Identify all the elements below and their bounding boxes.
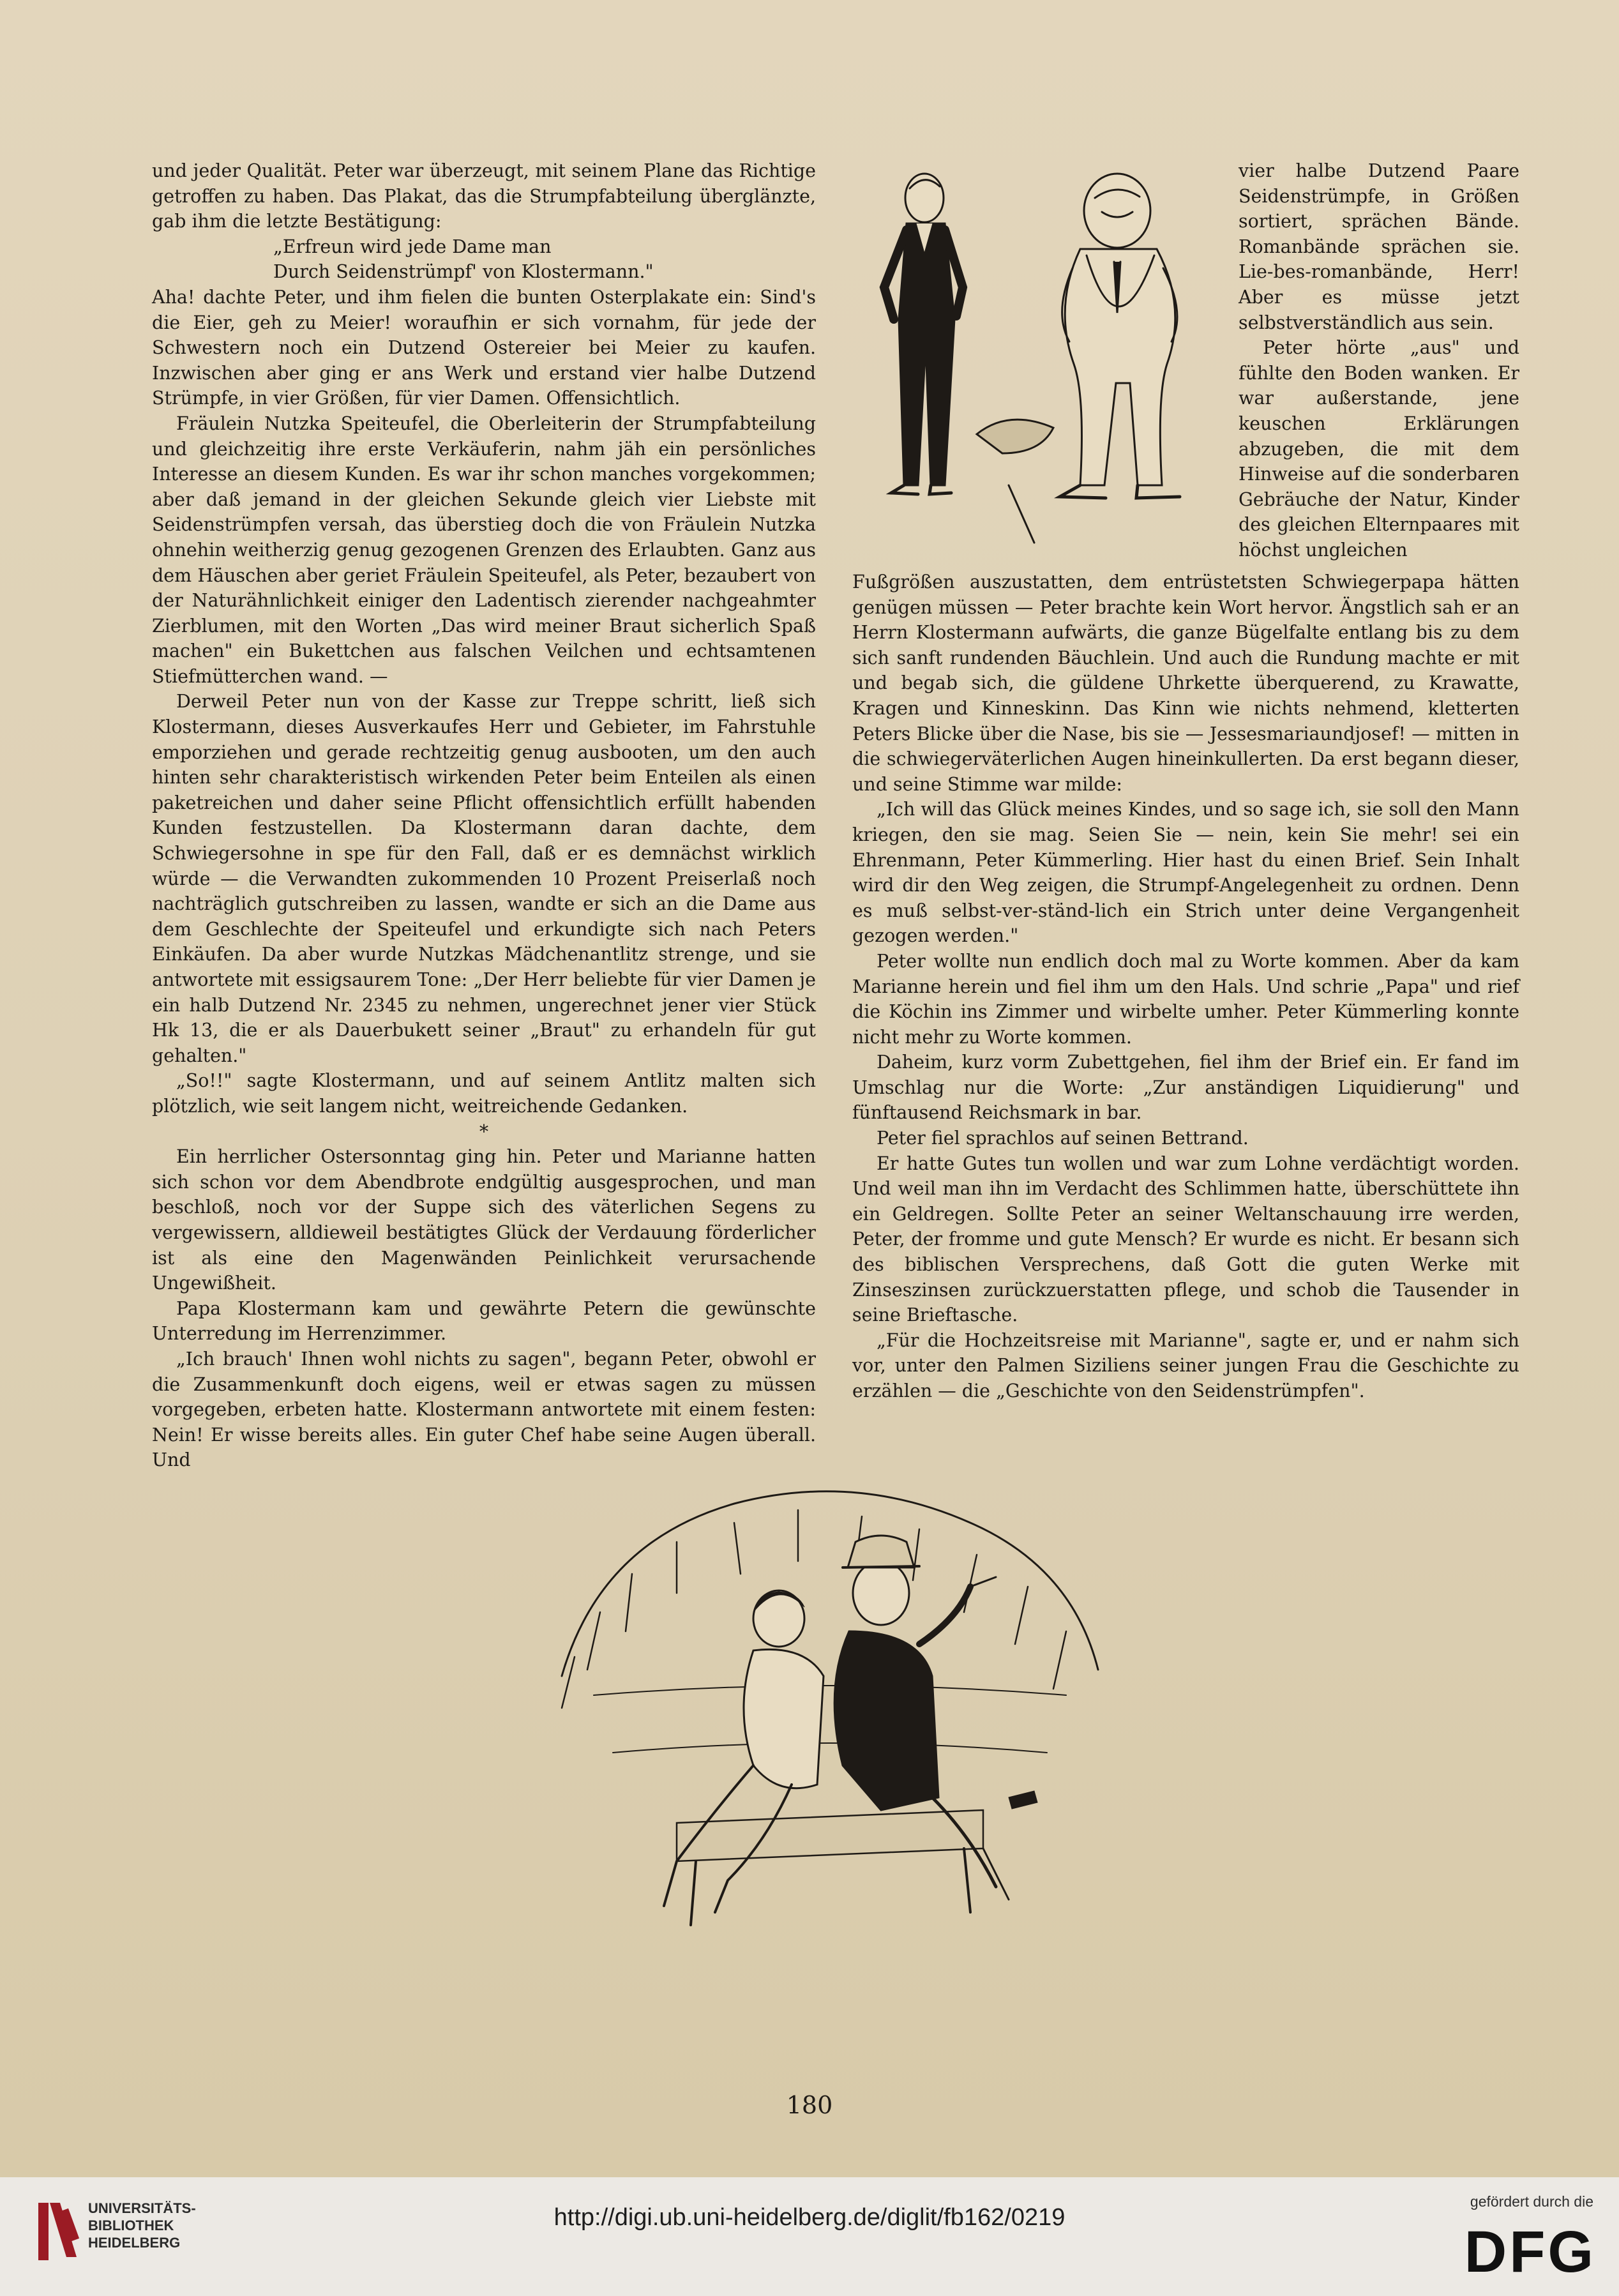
library-name: UNIVERSITÄTS- BIBLIOTHEK HEIDELBERG — [88, 2200, 196, 2251]
right-narrow-text-column — [1239, 158, 1519, 563]
poster-verse-line: „Erfreun wird jede Dame man — [273, 236, 552, 257]
paragraph: Peter wollte nun endlich doch mal zu Worte kommen. Aber da kam Marianne herein und fiel ihm um den Hals. Und schrie „Papa" und rief die Köchin ins Zimmer und wirbelte umher. Peter Kümmerling konnte nicht mehr zu Worte kommen. — [852, 950, 1519, 1048]
paragraph: Daheim, kurz vorm Zubettgehen, fiel ihm der Brief ein. Er fand im Umschlag nur die Worte: „Zur anständigen Liquidierung" und fünftausend Reichsmark in bar. — [852, 1052, 1519, 1124]
paragraph: vier halbe Dutzend Paare Seidenstrümpfe, in Größen sortiert, sprächen Bände. Romanbände sprächen sie. Lie-bes-romanbände, Herr! Aber es müsse jetzt selbstverständlich aus sein. — [1239, 160, 1519, 333]
right-text-column — [852, 570, 1519, 1404]
paragraph: Aha! dachte Peter, und ihm fielen die bunten Osterplakate ein: Sind's die Eier, geh zu Meier! woraufhin er sich vornahm, für jede der Schwestern noch ein Dutzend Ostereier bei Meier zu kaufen. Inzwischen aber ging er ans Werk und erstand vier halbe Dutzend Strümpfe, in vier Größen, für vier Damen. Offensichtlich. — [152, 286, 816, 409]
page-number: 180 — [786, 2091, 833, 2119]
paragraph: Fräulein Nutzka Speiteufel, die Oberleiterin der Strumpfabteilung und gleichzeitig ihre erste Verkäuferin, nahm jäh ein persönliches Interesse an diesem Kunden. Es war ihr schon manches vorgekommen; aber daß jemand in der gleichen Sekunde gleich vier Liebste mit Seidenstrümpfen versah, das überstieg doch die von Fräulein Nutzka ohnehin weitherzig genug gezogenen Grenzen des Erlaubten. Ganz aus dem Häuschen aber geriet Fräulein Speiteufel, als Peter, bezaubert von der Naturähnlichkeit einiger den Ladentisch zierender nachgeahmter Zierblumen, mit den Worten „Das wird meiner Braut sicherlich Spaß machen" ein Bukettchen aus falschen Veilchen und echtsamtenen Stiefmütterchen wand. — — [152, 412, 816, 687]
funded-by-label: gefördert durch die — [1470, 2193, 1593, 2210]
paragraph: „Für die Hochzeitsreise mit Marianne", sagte er, und er nahm sich vor, unter den Palmen Siziliens seiner jungen Frau die Geschichte zu erzählen — die „Geschichte von den Seidenstrümpfen". — [852, 1329, 1519, 1401]
illustration-couple-under-palm — [523, 1465, 1136, 1957]
paragraph: „So!!" sagte Klostermann, und auf seinem Antlitz malten sich plötzlich, wie seit langem nicht, weitreichende Gedanken. — [152, 1070, 816, 1117]
paragraph: „Ich will das Glück meines Kindes, und so sage ich, sie soll den Mann kriegen, den sie mag. Seien Sie — nein, kein Sie mehr! sei ein Ehrenmann, Peter Kümmerling. Hier hast du einen Brief. Sein Inhalt wird dir den Weg zeigen, die Strumpf-Angelegenheit zu ordnen. Denn es muß selbst-ver-ständ-lich ein Strich unter deine Vergangenheit gezogen werden." — [852, 799, 1519, 947]
paragraph: Derweil Peter nun von der Kasse zur Treppe schritt, ließ sich Klostermann, dieses Ausverkaufes Herr und Gebieter, im Fahrstuhle emporziehen und gerade rechtzeitig genug ausbooten, um den auch hinten sehr charakteristisch wirkenden Peter beim Enteilen als einen paketreichen und daher seine Pflicht offensichtlich erfüllt habenden Kunden festzustellen. Da Klostermann daran dachte, dem Schwiegersohne in spe für den Fall, daß er es demnächst wirklich würde — die Verwandten zukommenden 10 Prozent Preiserlaß noch nachträglich gutschreiben zu lassen, wandte er sich an die Dame aus dem Geschlechte der Speiteufel und erkundigte sich nach Peters Einkäufen. Da aber wurde Nutzkas Mädchenantlitz strenge, und sie antwortete mit essigsaurem Tone: „Der Herr beliebte für vier Damen je ein halb Dutzend Nr. 2345 zu nehmen, ungerechnet jener vier Stück Hk 13, die er als Dauerbukett seiner „Braut" zu erhandeln für gut gehalten." — [152, 691, 816, 1066]
paragraph: Fußgrößen auszustatten, dem entrüstetsten Schwiegerpapa hätten genügen müssen — Peter brachte kein Wort hervor. Ängstlich sah er an Herrn Klostermann aufwärts, die ganze Bügelfalte entlang bis zu dem sich sanft rundenden Bäuchlein. Und auch die Rundung machte er mit und begab sich, die güldene Uhrkette überquerend, zu Krawatte, Kragen und Kinneskinn. Das Kinn wie nichts nehmend, kletterten Peters Blicke über die Nase, bis sie — Jessesmariaundjosef! — mitten in die schwiegerväterlichen Augen hineinkullerten. Da erst begann dieser, und seine Stimme war milde: — [852, 571, 1519, 795]
paragraph: Ein herrlicher Ostersonntag ging hin. Peter und Marianne hatten sich schon vor dem Abendbrote endgültig ausgesprochen, und man beschloß, noch vor der Suppe sich des väterlichen Segens zu vergewissern, alldieweil bestätigtes Glück der Verdauung förderlicher ist als eine den Magenwänden Peinlichkeit verursachende Ungewißheit. — [152, 1146, 816, 1294]
viewer-footer — [0, 2177, 1619, 2296]
paragraph: Er hatte Gutes tun wollen und war zum Lohne verdächtigt worden. Und weil man ihn im Verdacht des Schlimmen hatte, überschüttete ihn ein Geldregen. Sollte Peter an seiner Weltanschauung irre werden, Peter, der fromme und gute Mensch? Er wurde es nicht. Er besann sich des biblischen Versprechens, daß Gott die guten Werke mit Zinseszinsen zurückzuerstatten pflege, und schob die Tausender in seine Brieftasche. — [852, 1152, 1519, 1326]
source-url-link[interactable]: http://digi.ub.uni-heidelberg.de/diglit/fb162/0219 — [553, 2204, 1066, 2231]
paragraph: Papa Klostermann kam und gewährte Petern die gewünschte Unterredung im Herrenzimmer. — [152, 1297, 816, 1345]
paragraph: und jeder Qualität. Peter war überzeugt, mit seinem Plane das Richtige getroffen zu haben. Das Plakat, das die Strumpfabteilung überglänzte, gab ihm die letzte Bestätigung: — [152, 160, 816, 232]
paragraph: „Ich brauch' Ihnen wohl nichts zu sagen", begann Peter, obwohl er die Zusammenkunft doch eigens, weil er etwas sagen zu müssen vorgegeben, erbeten hatte. Klostermann antwortete mit einem festen: Nein! Er wisse bereits alles. Ein guter Chef habe seine Augen überall. Und — [152, 1348, 816, 1471]
poster-verse-line: Durch Seidenstrümpf' von Klostermann." — [273, 261, 654, 283]
section-divider-asterisk: * — [479, 1121, 489, 1142]
paragraph: Peter hörte „aus" und fühlte den Boden wanken. Er war außerstande, jene keuschen Erklärungen abzugeben, die mit dem Hinweise auf die sonderbaren Gebräuche der Natur, Kinder des gleichen Elternpaares mit höchst ungleichen — [1239, 337, 1519, 561]
illustration-two-men — [849, 153, 1232, 568]
paragraph: Peter fiel sprachlos auf seinen Bettrand. — [877, 1128, 1249, 1149]
dfg-logo[interactable]: DFG — [1464, 2219, 1596, 2285]
left-text-column — [152, 158, 816, 1473]
